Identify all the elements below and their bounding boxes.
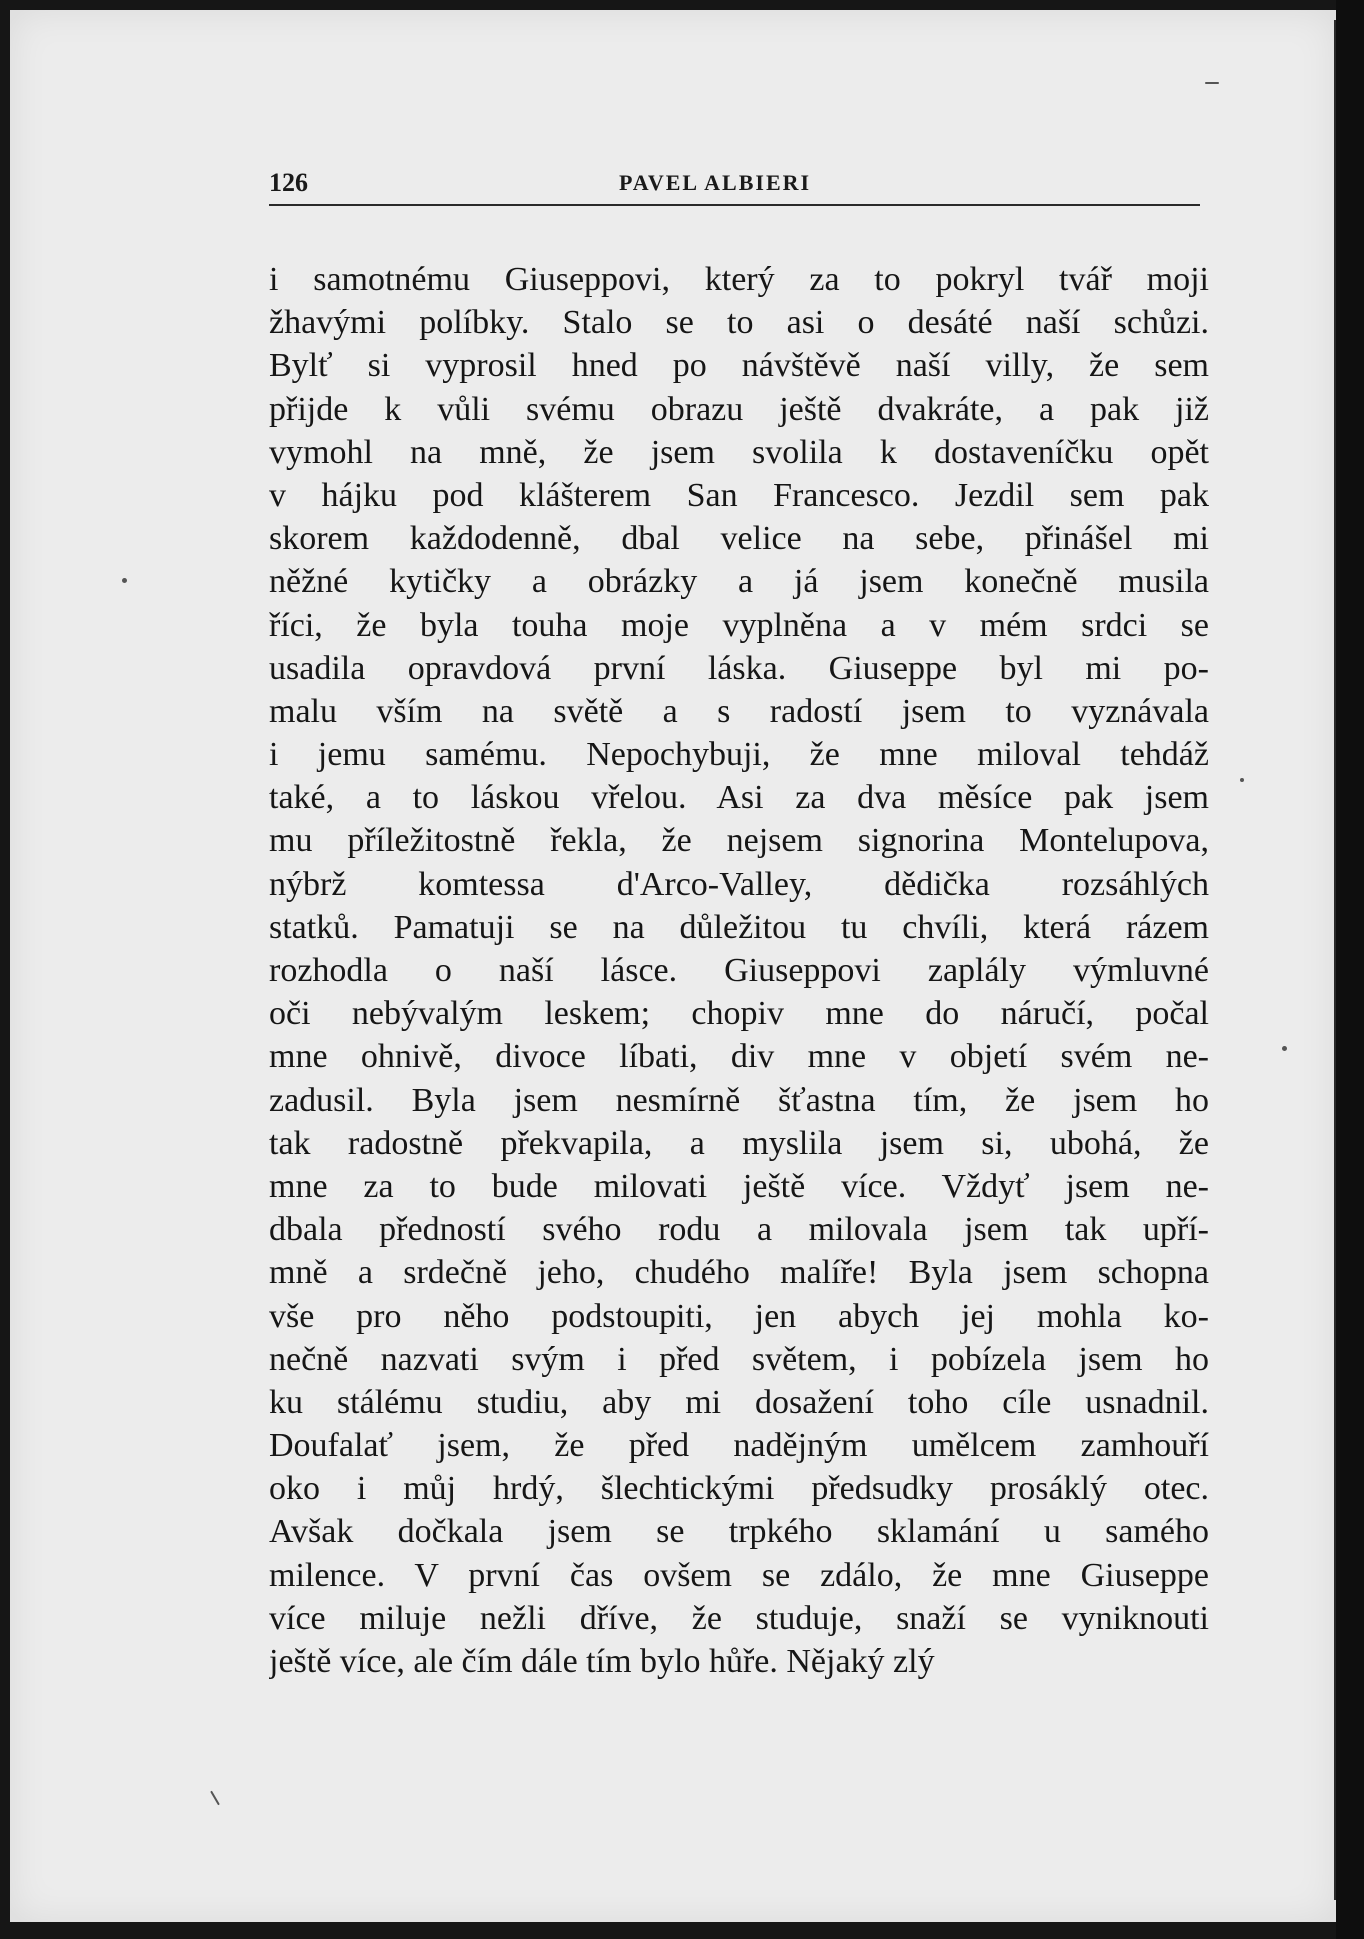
- text-line: mně a srdečně jeho, chudého malíře! Byla jsem schopna: [269, 1254, 1209, 1292]
- text-line: vše pro něho podstoupiti, jen abych jej mohla ko-: [269, 1297, 1209, 1335]
- text-line: ještě více, ale čím dále tím bylo hůře. Nějaký zlý: [269, 1643, 935, 1680]
- text-line: vymohl na mně, že jsem svolila k dostaveníčku opět: [269, 433, 1209, 471]
- dust-speck: [1205, 82, 1219, 84]
- text-line: usadila opravdová první láska. Giuseppe byl mi po-: [269, 649, 1209, 687]
- text-line: i jemu samému. Nepochybuji, že mne miloval tehdáž: [269, 736, 1209, 774]
- text-line: něžné kytičky a obrázky a já jsem konečně musila: [269, 563, 1209, 601]
- text-line: mne ohnivě, divoce líbati, div mne v objetí svém ne-: [269, 1038, 1209, 1076]
- text-line: skorem každodenně, dbal velice na sebe, přinášel mi: [269, 520, 1209, 558]
- book-page: [10, 10, 1336, 1922]
- text-line: přijde k vůli svému obrazu ještě dvakráte, a pak již: [269, 390, 1209, 428]
- page-header: [269, 164, 1200, 206]
- running-head: PAVEL ALBIERI: [619, 170, 812, 195]
- text-line: mu příležitostně řekla, že nejsem signorina Montelupova,: [269, 822, 1209, 860]
- text-line: Avšak dočkala jsem se trpkého sklamání u samého: [269, 1513, 1209, 1551]
- text-line: oči nebývalým leskem; chopiv mne do náručí, počal: [269, 995, 1209, 1033]
- binding-shadow: [1336, 0, 1364, 1939]
- dust-speck: [1282, 1046, 1287, 1051]
- text-line: tak radostně překvapila, a myslila jsem si, ubohá, že: [269, 1124, 1209, 1162]
- text-line: říci, že byla touha moje vyplněna a v mém srdci se: [269, 606, 1209, 644]
- text-line: Doufalať jsem, že před nadějným umělcem zamhouří: [269, 1427, 1209, 1465]
- text-line: malu vším na světě a s radostí jsem to vyznávala: [269, 692, 1209, 730]
- dust-speck: [1240, 778, 1244, 782]
- body-text: [269, 258, 1209, 1683]
- dust-speck: [210, 1791, 220, 1806]
- text-line: dbala předností svého rodu a milovala jsem tak upří-: [269, 1211, 1209, 1249]
- text-line: rozhodla o naší lásce. Giuseppovi zaplály výmluvné: [269, 952, 1209, 989]
- text-line: také, a to láskou vřelou. Asi za dva měsíce pak jsem: [269, 779, 1209, 817]
- text-line: statků. Pamatuji se na důležitou tu chvíli, která rázem: [269, 908, 1209, 946]
- text-line: v hájku pod klášterem San Francesco. Jezdil sem pak: [269, 476, 1209, 514]
- dust-speck: [122, 578, 127, 583]
- text-line: oko i můj hrdý, šlechtickými předsudky prosáklý otec.: [269, 1470, 1209, 1508]
- text-line: milence. V první čas ovšem se zdálo, že mne Giuseppe: [269, 1556, 1209, 1594]
- text-line: mne za to bude milovati ještě více. Vždyť jsem ne-: [269, 1167, 1209, 1205]
- text-line: nýbrž komtessa d'Arco-Valley, dědička rozsáhlých: [269, 865, 1209, 903]
- text-line: zadusil. Byla jsem nesmírně šťastna tím, že jsem ho: [269, 1081, 1209, 1119]
- page-number: 126: [269, 168, 308, 197]
- text-line: žhavými políbky. Stalo se to asi o desáté naší schůzi.: [269, 304, 1209, 342]
- text-line: Bylť si vyprosil hned po návštěvě naší villy, že sem: [269, 347, 1209, 385]
- text-line: nečně nazvati svým i před světem, i pobízela jsem ho: [269, 1340, 1209, 1378]
- text-line: i samotnému Giuseppovi, který za to pokryl tvář moji: [269, 261, 1209, 298]
- text-line: více miluje nežli dříve, že studuje, snaží se vyniknouti: [269, 1599, 1209, 1637]
- text-line: ku stálému studiu, aby mi dosažení toho cíle usnadnil.: [269, 1383, 1209, 1421]
